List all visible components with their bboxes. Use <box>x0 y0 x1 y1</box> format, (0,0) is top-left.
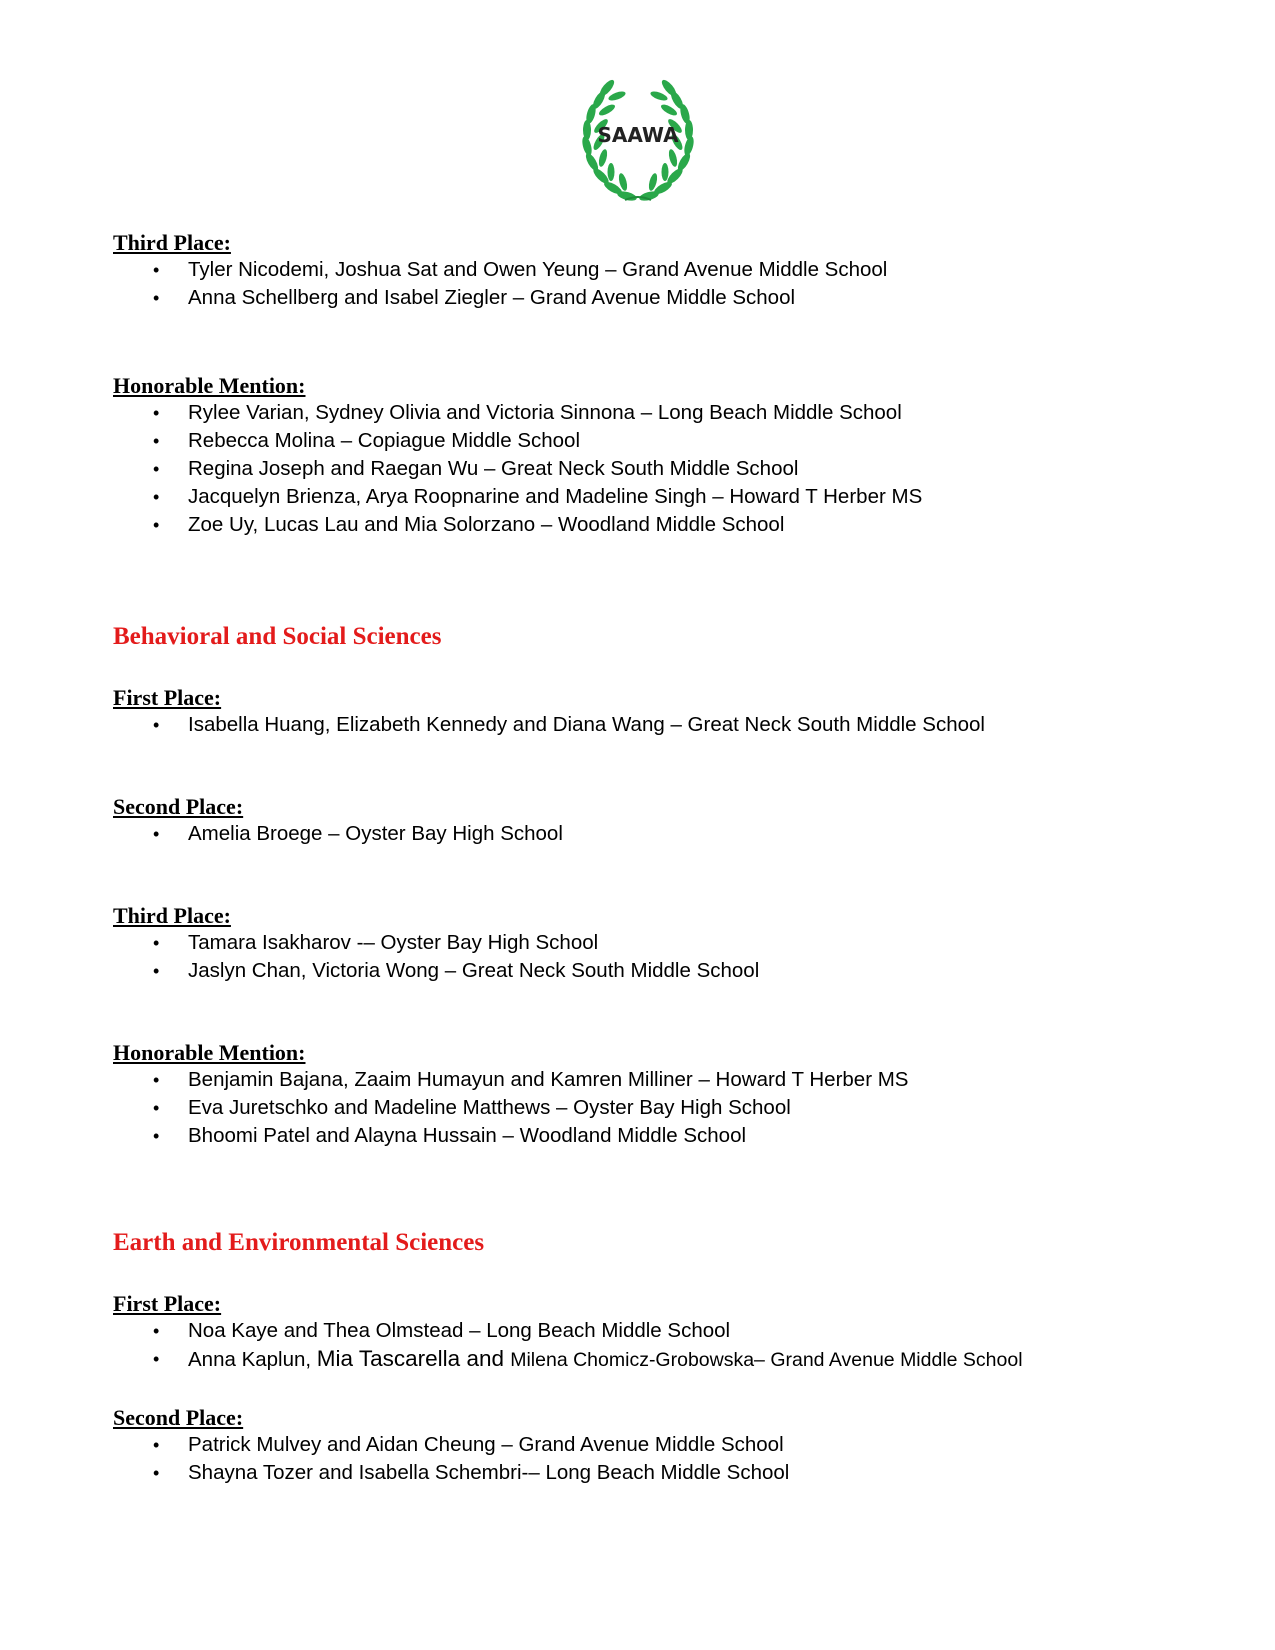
bullet-icon: • <box>153 715 160 735</box>
saawa-logo <box>577 76 699 208</box>
list-item: • Rebecca Molina – Copiague Middle School <box>113 427 922 455</box>
bullet-icon: • <box>153 933 160 953</box>
bullet-icon: • <box>153 431 160 451</box>
list-item: • Regina Joseph and Raegan Wu – Great Neck South Middle School <box>113 455 922 483</box>
list-item: • Jacquelyn Brienza, Arya Roopnarine and Madeline Singh – Howard T Herber MS <box>113 483 922 511</box>
bullet-icon: • <box>153 824 160 844</box>
section-second-place <box>113 794 563 848</box>
list-item: • Anna Kaplun, Mia Tascarella and Milena Chomicz-Grobowska– Grand Avenue Middle School <box>153 1346 1023 1371</box>
list-item: • Benjamin Bajana, Zaaim Humayun and Kamren Milliner – Howard T Herber MS <box>113 1066 908 1094</box>
section-first-place <box>113 1291 1023 1374</box>
bullet-icon: • <box>153 1349 160 1369</box>
bullet-icon: • <box>153 1098 160 1118</box>
list-item: • Eva Juretschko and Madeline Matthews – Oyster Bay High School <box>113 1094 908 1122</box>
bullet-icon: • <box>153 1126 160 1146</box>
winner-list <box>113 711 985 739</box>
list-item: • Tyler Nicodemi, Joshua Sat and Owen Yeung – Grand Avenue Middle School <box>113 256 887 284</box>
category-behavioral-social-sciences <box>113 622 441 652</box>
section-heading: Honorable Mention: <box>113 1040 306 1065</box>
bullet-icon: • <box>153 1435 160 1455</box>
list-item: • Noa Kaye and Thea Olmstead – Long Beach Middle School <box>113 1317 1023 1345</box>
list-item: • Isabella Huang, Elizabeth Kennedy and Diana Wang – Great Neck South Middle School <box>113 711 985 739</box>
section-heading: Second Place: <box>113 794 244 819</box>
winner-list <box>113 929 759 985</box>
section-heading: Honorable Mention: <box>113 373 306 398</box>
category-earth-environmental-sciences <box>113 1228 484 1258</box>
section-heading: First Place: <box>113 685 222 710</box>
section-honorable-mention <box>113 1040 908 1150</box>
bullet-icon: • <box>153 288 160 308</box>
section-third-place <box>113 230 887 312</box>
bullet-icon: • <box>153 459 160 479</box>
winner-list <box>113 1066 908 1150</box>
list-item: • Bhoomi Patel and Alayna Hussain – Woodland Middle School <box>113 1122 908 1150</box>
bullet-icon: • <box>153 515 160 535</box>
section-third-place <box>113 903 759 985</box>
section-first-place <box>113 685 985 739</box>
bullet-icon: • <box>153 1070 160 1090</box>
winner-list <box>113 1317 1023 1374</box>
list-item: • Amelia Broege – Oyster Bay High School <box>113 820 563 848</box>
section-heading: Third Place: <box>113 903 231 928</box>
bullet-icon: • <box>153 260 160 280</box>
category-title: Behavioral and Social Sciences <box>113 623 442 650</box>
section-heading: Second Place: <box>113 1405 244 1430</box>
laurel-wreath-icon <box>577 76 699 208</box>
list-item: • Rylee Varian, Sydney Olivia and Victoria Sinnona – Long Beach Middle School <box>113 399 922 427</box>
list-item: • Zoe Uy, Lucas Lau and Mia Solorzano – Woodland Middle School <box>113 511 922 539</box>
section-heading: Third Place: <box>113 230 231 255</box>
section-second-place <box>113 1405 789 1487</box>
list-item: • Shayna Tozer and Isabella Schembri-– Long Beach Middle School <box>113 1459 789 1487</box>
category-title: Earth and Environmental Sciences <box>113 1229 485 1256</box>
winner-list <box>113 820 563 848</box>
winner-list <box>113 399 922 539</box>
bullet-icon: • <box>153 487 160 507</box>
winner-list <box>113 256 887 312</box>
bullet-icon: • <box>153 1321 160 1341</box>
bullet-icon: • <box>153 961 160 981</box>
list-item: • Patrick Mulvey and Aidan Cheung – Grand Avenue Middle School <box>113 1431 789 1459</box>
winner-list <box>113 1431 789 1487</box>
list-item: • Tamara Isakharov -– Oyster Bay High School <box>113 929 759 957</box>
svg-text:SAAWA: SAAWA <box>597 123 679 147</box>
section-honorable-mention <box>113 373 922 539</box>
list-item: • Jaslyn Chan, Victoria Wong – Great Neck South Middle School <box>113 957 759 985</box>
list-item: • Anna Schellberg and Isabel Ziegler – Grand Avenue Middle School <box>113 284 887 312</box>
bullet-icon: • <box>153 1463 160 1483</box>
bullet-icon: • <box>153 403 160 423</box>
section-heading: First Place: <box>113 1291 222 1316</box>
